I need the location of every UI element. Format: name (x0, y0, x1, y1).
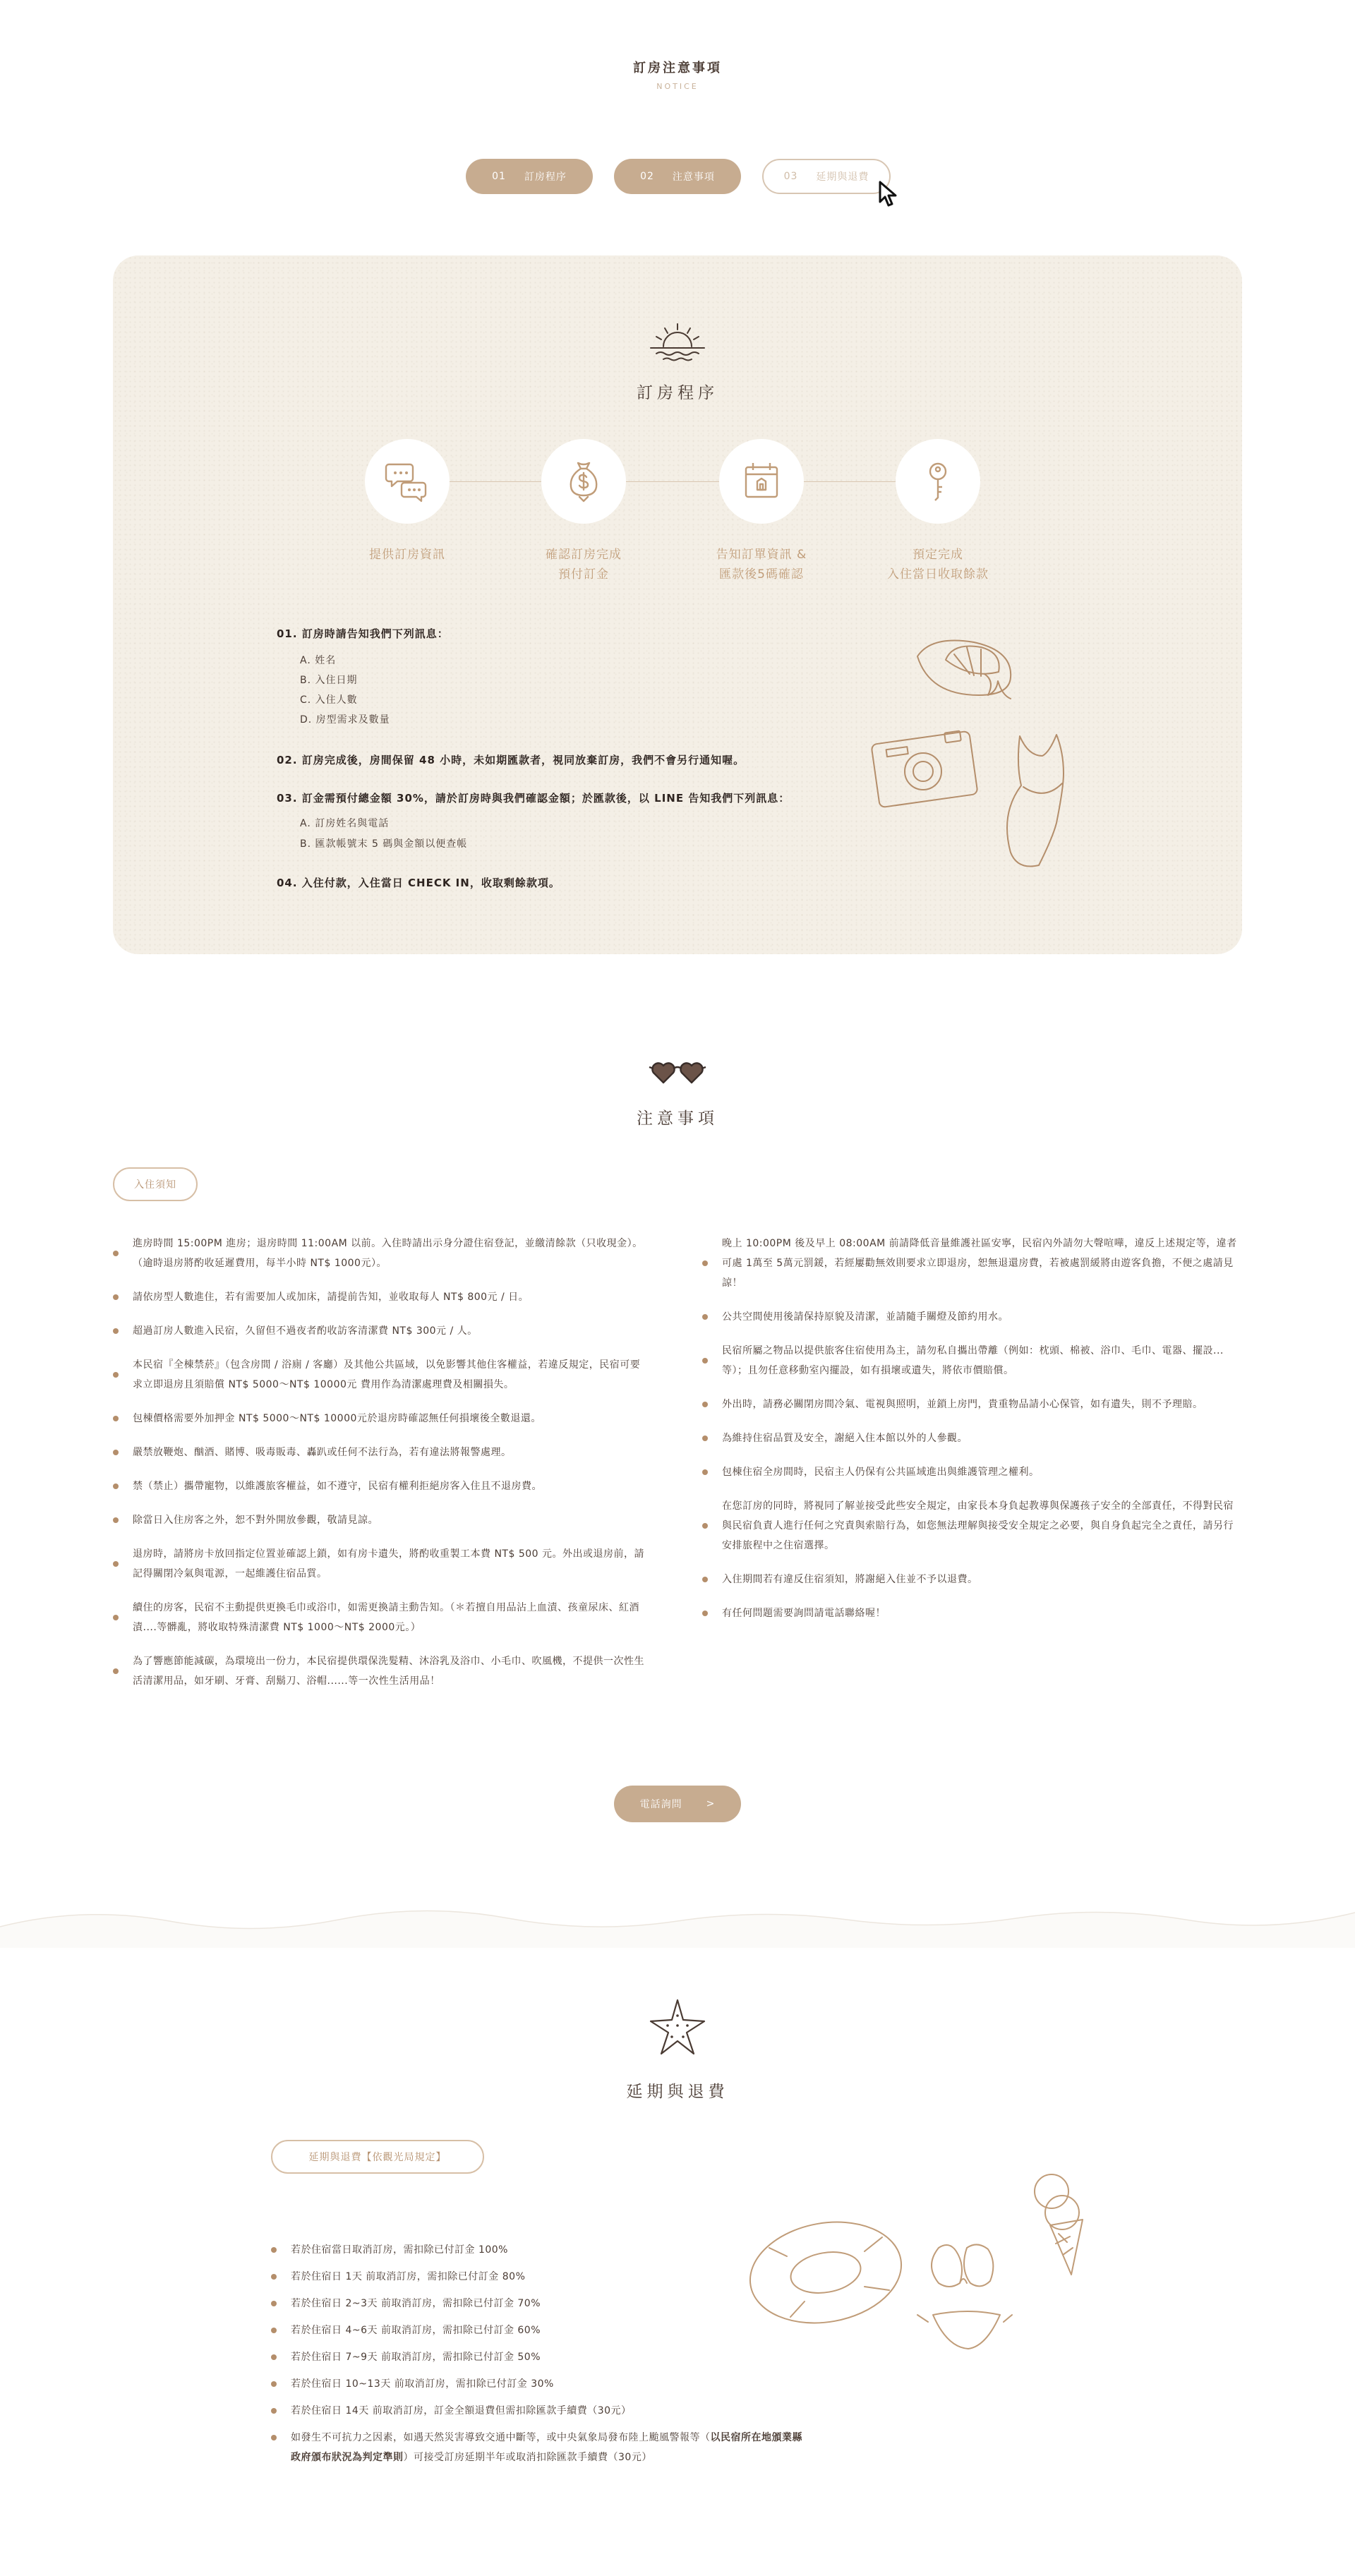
refund-item: 若於住宿日 4~6天 前取消訂房，需扣除已付訂金 60% (271, 2321, 807, 2340)
booking-subitem: B. 入住日期 (300, 675, 358, 686)
booking-subitem: B. 匯款帳號末 5 碼與金額以便查帳 (300, 838, 468, 850)
step-1-circle (365, 439, 450, 524)
notes-item: 為維持住宿品質及安全，謝絕入住本館以外的人參觀。 (702, 1428, 1242, 1448)
starfish-icon (648, 1997, 707, 2057)
notes-item: 外出時，請務必關閉房間冷氣、電視與照明，並鎖上房門，貴重物品請小心保管，如有遺失，則不予理賠。 (702, 1395, 1242, 1414)
chat-bubbles-icon (385, 459, 430, 504)
notes-item: 請依房型人數進住，若有需要加人或加床，請提前告知，並收取每人 NT$ 800元 / 日。 (113, 1287, 649, 1307)
notes-item: 除當日入住房客之外，恕不對外開放參觀，敬請見諒。 (113, 1510, 649, 1530)
notes-item: 包棟住宿全房間時，民宿主人仍保有公共區域進出與維護管理之權利。 (702, 1462, 1242, 1482)
tab-number: 02 (640, 171, 654, 182)
step-3-circle (719, 439, 804, 524)
notes-item: 嚴禁放鞭炮、酗酒、賭博、吸毒販毒、轟趴或任何不法行為，若有違法將報警處理。 (113, 1443, 649, 1462)
booking-item-2: 02. 訂房完成後，房間保留 48 小時，未如期匯款者，視同放棄訂房，我們不會另行通知喔。 (277, 754, 745, 766)
money-bag-icon (561, 459, 606, 504)
sunset-icon (648, 321, 707, 363)
notes-item: 進房時間 15:00PM 進房；退房時間 11:00AM 以前。入住時請出示身分證住宿登記，並繳清餘款（只收現金）。（逾時退房將酌收延遲費用，每半小時 NT$ 1000元）。 (113, 1234, 649, 1273)
booking-subitem: A. 姓名 (300, 655, 337, 666)
notes-item: 超過訂房人數進入民宿，久留但不過夜者酌收訪客清潔費 NT$ 300元 / 人。 (113, 1321, 649, 1341)
calendar-icon (739, 459, 784, 504)
key-icon (915, 459, 960, 504)
refund-item: 若於住宿日 2~3天 前取消訂房，需扣除已付訂金 70% (271, 2294, 807, 2313)
booking-item-1: 01. 訂房時請告知我們下列訊息： (277, 627, 449, 640)
refund-note-text: 如發生不可抗力之因素，如遇天然災害導致交通中斷等，或中央氣象局發布陸上颱風警報等（ (291, 2432, 711, 2443)
refund-note-text: ）可接受訂房延期半年或取消扣除匯款手續費（30元） (403, 2452, 652, 2463)
notes-right-column (702, 1234, 1242, 1623)
tab-label: 注意事項 (672, 171, 715, 183)
step-4-circle (896, 439, 980, 524)
steps-connector-line (446, 481, 909, 482)
notes-item: 民宿所屬之物品以提供旅客住宿使用為主，請勿私自攜出帶離（例如：枕頭、棉被、浴巾、毛巾、電器、擺設...等）；且勿任意移動室內擺設，如有損壞或遺失，將依市價賠償。 (702, 1341, 1242, 1380)
notes-item: 晚上 10:00PM 後及早上 08:00AM 前請降低音量維護社區安寧，民宿內外請勿大聲喧嘩，違反上述規定等，違者可處 1萬至 5萬元罰鍰，若經屢勸無效則要求立即退房，恕無退還房費，若被處罰緩將由遊客負擔，不便之處請見諒！ (702, 1234, 1242, 1293)
booking-subitem: A. 訂房姓名與電話 (300, 818, 390, 829)
phone-inquiry-button[interactable] (614, 1786, 741, 1822)
beach-floats-illustration (748, 2170, 1101, 2354)
tab-label: 訂房程序 (524, 171, 567, 183)
refund-item: 若於住宿日 1天 前取消訂房，需扣除已付訂金 80% (271, 2267, 807, 2287)
step-4-label: 預定完成 入住當日收取餘款 (887, 548, 989, 582)
tab-label: 延期與退費 (816, 171, 869, 183)
tab-number: 03 (783, 171, 798, 182)
refund-item: 若於住宿當日取消訂房，需扣除已付訂金 100% (271, 2240, 807, 2260)
mouse-cursor-icon (878, 181, 903, 209)
tab-refund[interactable] (762, 159, 891, 194)
refund-list (271, 2240, 807, 2467)
notes-item: 包棟價格需要外加押金 NT$ 5000～NT$ 10000元於退房時確認無任何損壞後全數退還。 (113, 1409, 649, 1428)
tab-notices[interactable] (614, 159, 741, 194)
step-3-label: 告知訂單資訊 & 匯款後5碼確認 (716, 548, 807, 582)
notes-item: 續住的房客，民宿不主動提供更換毛巾或浴巾，如需更換請主動告知。（＊若擅自用品沾上血漬、孩童尿床、紅酒漬....等髒亂，將收取特殊清潔費 NT$ 1000～NT$ 2000元。） (113, 1598, 649, 1637)
notes-item: 有任何問題需要詢問請電話聯絡喔！ (702, 1603, 1242, 1623)
refund-policy-badge: 延期與退費【依觀光局規定】 (271, 2140, 484, 2174)
chevron-right-icon: > (706, 1798, 716, 1810)
tab-number: 01 (492, 171, 506, 182)
step-1-label: 提供訂房資訊 (369, 548, 445, 562)
page-title: 訂房注意事項 (633, 61, 722, 76)
wave-divider (0, 1891, 1355, 1948)
step-2-circle (541, 439, 626, 524)
notes-item: 本民宿『全棟禁菸』（包含房間 / 浴廁 / 客廳）及其他公共區域，以免影響其他住客權益，若違反規定，民宿可要求立即退房且須賠償 NT$ 5000～NT$ 10000元 費用作為清潔處理費及相關損失。 (113, 1355, 649, 1395)
step-2-label: 確認訂房完成 預付訂金 (546, 548, 622, 582)
notes-item: 退房時，請將房卡放回指定位置並確認上鎖，如有房卡遺失，將酌收重製工本費 NT$ 500 元。外出或退房前，請記得關閉冷氣與電源，一起維護住宿品質。 (113, 1544, 649, 1584)
beach-items-illustration (861, 632, 1101, 900)
booking-item-4: 04. 入住付款，入住當日 CHECK IN，收取剩餘款項。 (277, 877, 560, 889)
heart-sunglasses-icon (648, 1059, 707, 1087)
booking-subitem: D. 房型需求及數量 (300, 714, 390, 726)
notes-item: 公共空間使用後請保持原貌及清潔，並請隨手關燈及節約用水。 (702, 1307, 1242, 1327)
checkin-notice-badge: 入住須知 (113, 1167, 198, 1201)
refund-item: 若於住宿日 10~13天 前取消訂房，需扣除已付訂金 30% (271, 2374, 807, 2394)
notes-item: 在您訂房的同時，將視同了解並接受此些安全規定，由家長本身負起教導與保護孩子安全的全部責任，不得對民宿與民宿負責人進行任何之究責與索賠行為，如您無法理解與接受安全規定之必要，與自身負起完全之責任，請另行安排旅程中之住宿選擇。 (702, 1496, 1242, 1555)
booking-subitem: C. 入住人數 (300, 694, 358, 706)
notes-item: 禁（禁止）攜帶寵物，以維護旅客權益，如不遵守，民宿有權利拒絕房客入住且不退房費。 (113, 1476, 649, 1496)
refund-item: 若於住宿日 14天 前取消訂房，訂金全額退費但需扣除匯款手續費（30元） (271, 2401, 807, 2421)
tab-booking-process[interactable] (466, 159, 593, 194)
refund-item: 若於住宿日 7~9天 前取消訂房，需扣除已付訂金 50% (271, 2347, 807, 2367)
notes-section-title: 注意事項 (637, 1109, 718, 1128)
booking-section-title: 訂房程序 (637, 384, 718, 402)
notes-item: 入住期間若有違反住宿須知，將謝絕入住並不予以退費。 (702, 1570, 1242, 1589)
notes-item: 為了響應節能減碳，為環境出一份力，本民宿提供環保洗髮精、沐浴乳及浴巾、小毛巾、吹風機，不提供一次性生活清潔用品，如牙刷、牙膏、刮鬍刀、浴帽......等一次性生活用品！ (113, 1651, 649, 1691)
refund-item-force-majeure (271, 2428, 807, 2467)
refund-section-title: 延期與退費 (626, 2083, 729, 2101)
notes-left-column (113, 1234, 649, 1691)
page-subtitle: NOTICE (656, 82, 699, 91)
booking-item-3: 03. 訂金需預付總金額 30%，請於訂房時與我們確認金額；於匯款後，以 LINE 告知我們下列訊息： (277, 792, 790, 805)
phone-inquiry-label: 電話詢問 (639, 1799, 682, 1810)
refund-note-bold: 以民宿所在地頒業縣政府頒布狀況為判定準則 (291, 2432, 802, 2463)
